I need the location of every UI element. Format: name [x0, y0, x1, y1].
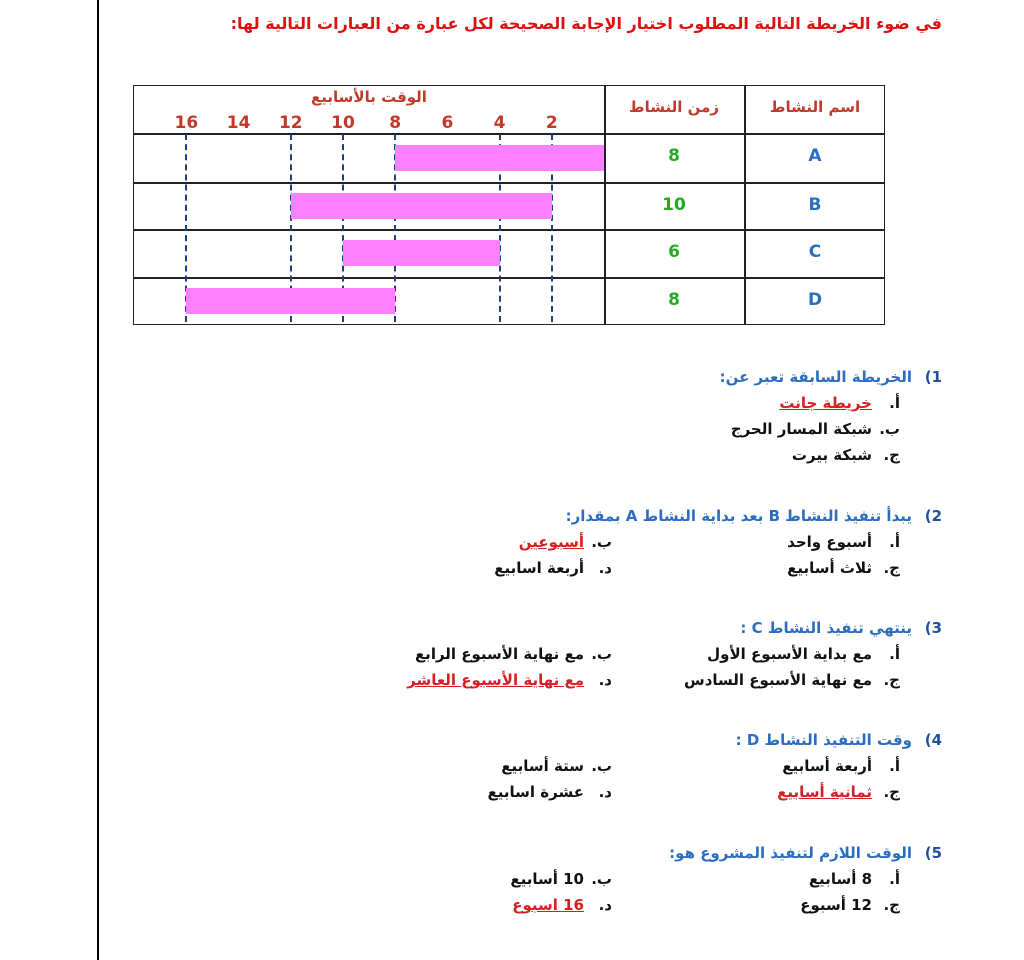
activity-duration-cell: 8	[668, 146, 680, 166]
question-1	[62, 364, 942, 468]
question-stem	[62, 727, 942, 753]
option-letter: ب.	[591, 870, 612, 888]
correct-answer-text: خريطة جانت	[779, 394, 872, 412]
question-stem	[62, 840, 942, 866]
question-number: 3)	[924, 619, 942, 637]
answer-option	[787, 529, 900, 555]
answer-option	[731, 416, 900, 442]
option-letter: ب.	[591, 533, 612, 551]
week-tick-label: 8	[389, 113, 402, 133]
gantt-bar-A	[395, 145, 604, 171]
option-text: مع نهاية الأسبوع السادس	[684, 671, 872, 689]
week-tick-label: 10	[331, 113, 355, 133]
activity-name-cell: D	[807, 290, 823, 310]
question-stem	[62, 615, 942, 641]
week-tick-label: 12	[278, 113, 303, 133]
option-text: 8 أسابيع	[808, 870, 872, 888]
question-text: وقت التنفيذ النشاط D :	[735, 731, 912, 749]
answer-option	[512, 892, 612, 918]
option-letter: ج.	[883, 671, 900, 689]
option-row	[62, 442, 942, 468]
option-text: عشرة اسابيع	[487, 783, 584, 801]
option-letter: د.	[598, 559, 612, 577]
question-number: 4)	[924, 731, 942, 749]
question-number: 5)	[924, 844, 942, 862]
activity-name-cell: C	[808, 242, 822, 262]
answer-option	[501, 753, 612, 779]
page-edge-line	[97, 0, 99, 960]
correct-answer-text: أسبوعين	[518, 533, 584, 551]
answer-option	[415, 641, 612, 667]
activity-duration-cell: 8	[668, 290, 680, 310]
option-text: مع نهاية الأسبوع الرابع	[414, 645, 584, 663]
week-tick-label: 6	[441, 113, 454, 133]
answer-option	[707, 641, 900, 667]
answer-option	[809, 866, 900, 892]
option-letter: أ.	[889, 645, 900, 663]
option-letter: ج.	[883, 896, 900, 914]
header-activity-duration: زمن النشاط	[628, 98, 719, 116]
option-letter: أ.	[889, 870, 900, 888]
answer-option	[779, 390, 900, 416]
option-letter: د.	[598, 671, 612, 689]
week-tick-label: 14	[226, 113, 251, 133]
answer-option	[792, 442, 900, 468]
option-row	[62, 667, 942, 693]
gantt-bar-D	[186, 288, 395, 314]
option-row	[62, 416, 942, 442]
answer-option	[782, 753, 900, 779]
week-tick-label: 16	[174, 113, 199, 133]
option-row	[62, 555, 942, 581]
option-row	[62, 641, 942, 667]
answer-option	[800, 892, 900, 918]
instructions-header: في ضوء الخريطة التالية المطلوب اختيار الإجابة الصحيحة لكل عبارة من العبارات التالية لها:	[230, 14, 942, 33]
answer-option	[519, 529, 612, 555]
option-letter: أ.	[889, 757, 900, 775]
question-stem	[62, 503, 942, 529]
option-text: 10 أسابيع	[510, 870, 584, 888]
option-row	[62, 866, 942, 892]
question-stem	[62, 364, 942, 390]
correct-answer-text: 16 اسبوع	[512, 896, 584, 914]
answer-option	[777, 779, 900, 805]
option-row	[62, 753, 942, 779]
option-letter: ج.	[883, 446, 900, 464]
option-letter: ب.	[591, 645, 612, 663]
question-text: ينتهي تنفيذ النشاط C :	[740, 619, 912, 637]
option-text: أربعة اسابيع	[494, 559, 584, 577]
question-3	[62, 615, 942, 693]
option-text: مع بداية الأسبوع الأول	[707, 645, 872, 663]
answer-option	[407, 667, 612, 693]
option-text: ثلاث أسابيع	[787, 559, 872, 577]
answer-option	[488, 779, 612, 805]
option-text: أسبوع واحد	[787, 533, 872, 551]
activity-duration-cell: 6	[668, 242, 680, 262]
answer-option	[787, 555, 900, 581]
option-row	[62, 779, 942, 805]
week-tick-label: 4	[493, 113, 506, 133]
question-2	[62, 503, 942, 581]
question-text: الوقت اللازم لتنفيذ المشروع هو:	[669, 844, 912, 862]
activity-duration-cell: 10	[662, 195, 686, 215]
header-time-weeks: الوقت بالأسابيع	[311, 88, 427, 106]
gantt-bar-C	[343, 240, 500, 266]
option-text: أربعة أسابيع	[782, 757, 872, 775]
question-4	[62, 727, 942, 805]
question-text: الخريطة السابقة تعبر عن:	[719, 368, 912, 386]
correct-answer-text: مع نهاية الأسبوع العاشر	[407, 671, 584, 689]
question-number: 1)	[924, 368, 942, 386]
question-5	[62, 840, 942, 918]
question-text: يبدأ تنفيذ النشاط B بعد بداية النشاط A بمقدار:	[565, 507, 912, 525]
option-text: شبكة بيرت	[791, 446, 872, 464]
answer-option	[684, 667, 900, 693]
correct-answer-text: ثمانية أسابيع	[777, 783, 872, 801]
activity-name-cell: B	[808, 195, 822, 215]
question-number: 2)	[924, 507, 942, 525]
header-activity-name: اسم النشاط	[769, 98, 861, 116]
option-text: شبكة المسار الحرج	[730, 420, 872, 438]
gantt-chart	[133, 85, 885, 325]
option-letter: د.	[598, 896, 612, 914]
option-row	[62, 892, 942, 918]
gantt-bar-B	[291, 193, 552, 219]
option-letter: د.	[598, 783, 612, 801]
option-letter: ب.	[879, 420, 900, 438]
week-tick-label: 2	[545, 113, 558, 133]
activity-name-cell: A	[808, 146, 822, 166]
answer-option	[494, 555, 612, 581]
option-letter: ب.	[591, 757, 612, 775]
option-letter: ج.	[883, 559, 900, 577]
option-text: ستة أسابيع	[501, 757, 584, 775]
option-letter: أ.	[889, 533, 900, 551]
option-text: 12 أسبوع	[800, 896, 872, 914]
option-letter: أ.	[889, 394, 900, 412]
option-letter: ج.	[883, 783, 900, 801]
option-row	[62, 390, 942, 416]
option-row	[62, 529, 942, 555]
answer-option	[510, 866, 612, 892]
